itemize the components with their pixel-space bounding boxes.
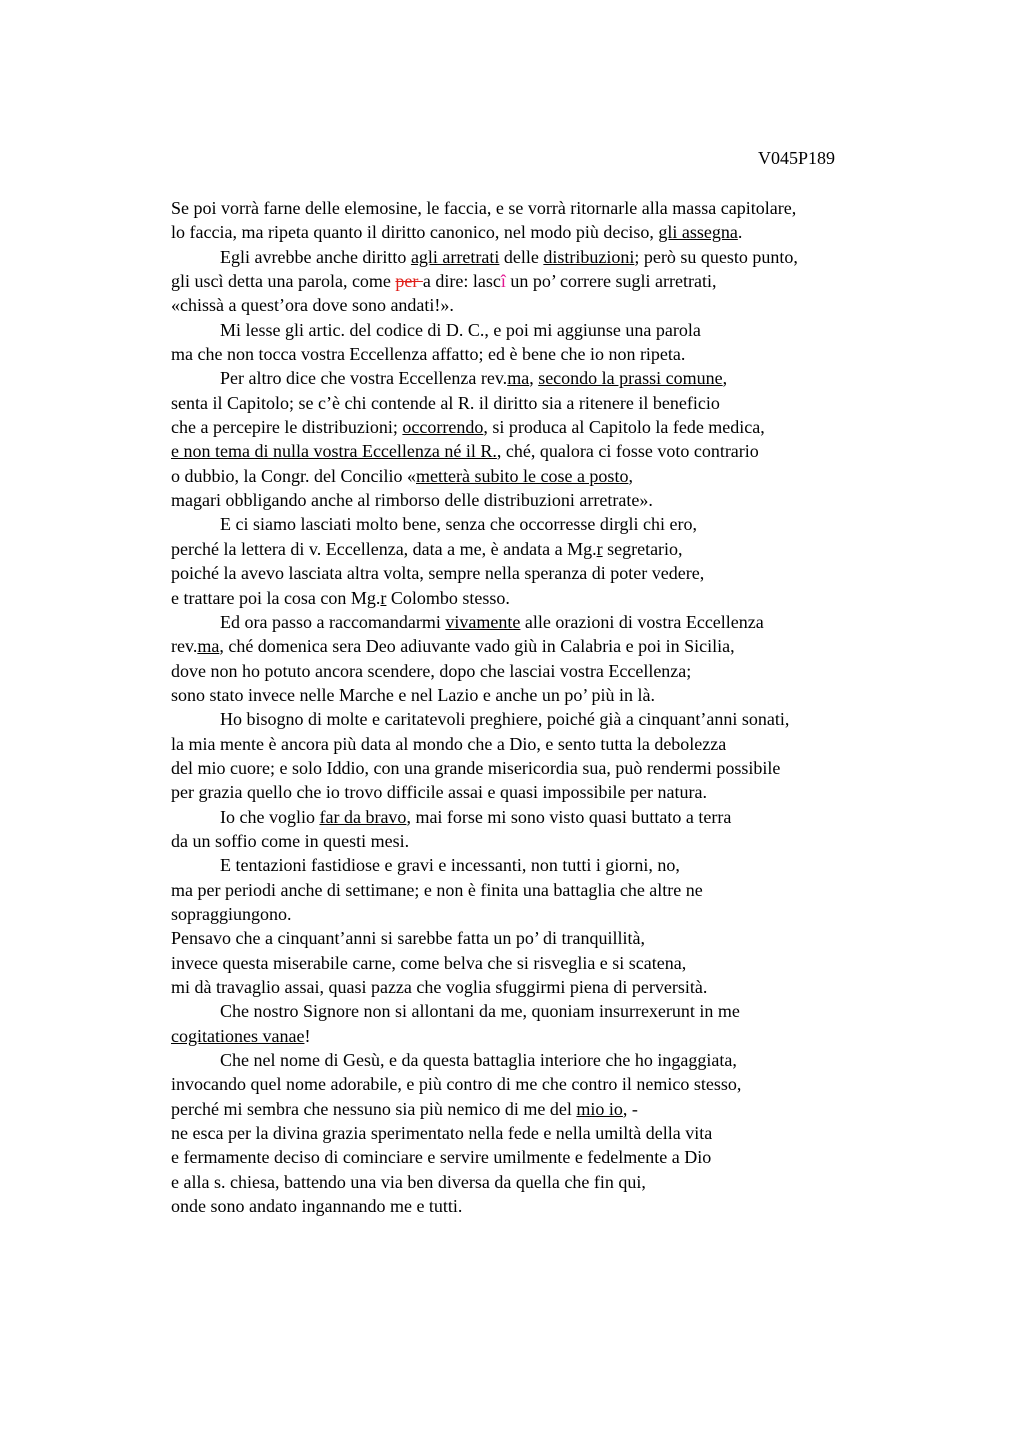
- text-segment: un po’ correre sugli arretrati,: [505, 271, 717, 292]
- text-segment: .: [737, 222, 743, 243]
- text-segment: che a percepire le distribuzioni;: [171, 417, 403, 438]
- text-segment: onde sono andato ingannando me e tutti.: [171, 1196, 463, 1217]
- text-segment: Che nel nome di Gesù, e da questa battaglia interiore che ho ingaggiata,: [220, 1050, 737, 1071]
- text-line: [171, 999, 991, 1023]
- text-segment: ,: [529, 368, 539, 389]
- text-segment: poiché la avevo lasciata altra volta, sempre nella speranza di poter vedere,: [171, 563, 705, 584]
- underlined-text: e non tema di nulla vostra Eccellenza né il R.: [171, 441, 497, 462]
- text-line: [171, 391, 991, 415]
- text-segment: del mio cuore; e solo Iddio, con una grande misericordia sua, può rendermi possibile: [171, 757, 781, 778]
- text-line: [171, 245, 991, 269]
- text-segment: lo faccia, ma ripeta quanto il diritto canonico, nel modo più deciso,: [171, 222, 659, 243]
- text-line: [171, 1121, 991, 1145]
- text-segment: Egli avrebbe anche diritto: [220, 246, 411, 267]
- text-line: [171, 829, 991, 853]
- text-segment: , ché, qualora ci fosse voto contrario: [496, 441, 759, 462]
- text-segment: e trattare poi la cosa con Mg.: [171, 587, 381, 608]
- text-segment: Se poi vorrà farne delle elemosine, le faccia, e se vorrà ritornarle alla massa capitolare,: [171, 198, 797, 218]
- text-segment: segretario,: [602, 538, 683, 559]
- text-line: [171, 853, 991, 877]
- text-line: [171, 951, 991, 975]
- text-line: [171, 537, 991, 561]
- text-segment: sono stato invece nelle Marche e nel Lazio e anche un po’ più in là.: [171, 684, 655, 705]
- text-line: [171, 512, 991, 536]
- text-segment: e fermamente deciso di cominciare e servire umilmente e fedelmente a Dio: [171, 1147, 712, 1168]
- text-segment: la mia mente è ancora più data al mondo che a Dio, e sento tutta la debolezza: [171, 733, 727, 754]
- text-line: [171, 683, 991, 707]
- underlined-text: ma: [507, 368, 530, 389]
- underlined-text: cogitationes vanae: [171, 1025, 305, 1046]
- text-segment: mi dà travaglio assai, quasi pazza che voglia sfuggirmi piena di perversità.: [171, 977, 708, 997]
- letter-body: [171, 196, 991, 1218]
- underlined-text: metterà subito le cose a posto: [416, 465, 629, 486]
- text-line: [171, 586, 991, 610]
- text-line: [171, 659, 991, 683]
- text-segment: ma che non tocca vostra Eccellenza affatto; ed è bene che io non ripeta.: [171, 344, 686, 365]
- text-line: [171, 756, 991, 780]
- underlined-text: secondo la prassi comune: [538, 368, 723, 389]
- underlined-text: ma: [197, 636, 220, 657]
- text-line: [171, 975, 991, 999]
- underlined-text: occorrendo: [402, 417, 484, 438]
- text-segment: e alla s. chiesa, battendo una via ben diversa da quella che fin qui,: [171, 1171, 646, 1192]
- text-segment: Ho bisogno di molte e caritatevoli preghiere, poiché già a cinquant’anni sonati,: [220, 709, 790, 730]
- text-line: [171, 220, 991, 244]
- text-segment: , -: [622, 1098, 638, 1119]
- text-segment: , si produca al Capitolo la fede medica,: [483, 417, 765, 438]
- text-line: [171, 439, 991, 463]
- text-line: [171, 610, 991, 634]
- underlined-text: distribuzioni: [543, 246, 635, 267]
- text-line: [171, 878, 991, 902]
- text-line: [171, 196, 991, 220]
- text-segment: o dubbio, la Congr. del Concilio «: [171, 465, 416, 486]
- text-line: [171, 342, 991, 366]
- text-segment: ma per periodi anche di settimane; e non è finita una battaglia che altre ne: [171, 879, 703, 900]
- text-segment: perché la lettera di v. Eccellenza, data a me, è andata a Mg.: [171, 538, 597, 559]
- text-segment: ,: [628, 465, 633, 486]
- text-segment: Pensavo che a cinquant’anni si sarebbe fatta un po’ di tranquillità,: [171, 928, 646, 949]
- text-segment: Per altro dice che vostra Eccellenza rev.: [220, 368, 508, 389]
- text-segment: magari obbligando anche al rimborso delle distribuzioni arretrate».: [171, 490, 653, 511]
- underlined-text: mio io: [576, 1098, 623, 1119]
- text-segment: Mi lesse gli artic. del codice di D. C., e poi mi aggiunse una parola: [220, 319, 701, 340]
- text-segment: invocando quel nome adorabile, e più contro di me che contro il nemico stesso,: [171, 1074, 742, 1095]
- text-segment: perché mi sembra che nessuno sia più nemico di me del: [171, 1098, 577, 1119]
- underlined-text: far da bravo: [319, 806, 407, 827]
- text-segment: per grazia quello che io trovo difficile assai e quasi impossibile per natura.: [171, 782, 707, 803]
- text-segment: delle: [499, 246, 544, 267]
- text-line: [171, 732, 991, 756]
- underlined-text: gli assegna: [658, 222, 738, 243]
- text-segment: senta il Capitolo; se c’è chi contende al R. il diritto sia a ritenere il beneficio: [171, 392, 720, 413]
- text-segment: da un soffio come in questi mesi.: [171, 830, 410, 851]
- underlined-text: r: [380, 587, 387, 608]
- text-line: [171, 805, 991, 829]
- text-line: [171, 269, 991, 293]
- text-line: [171, 464, 991, 488]
- text-line: [171, 1170, 991, 1194]
- text-line: [171, 318, 991, 342]
- text-segment: ne esca per la divina grazia sperimentato nella fede e nella umiltà della vita: [171, 1123, 713, 1144]
- text-line: [171, 366, 991, 390]
- struck-text: per: [395, 271, 423, 292]
- text-segment: E tentazioni fastidiose e gravi e incessanti, non tutti i giorni, no,: [220, 855, 680, 876]
- text-line: [171, 1024, 991, 1048]
- text-line: [171, 1072, 991, 1096]
- text-segment: invece questa miserabile carne, come belva che si risveglia e si scatena,: [171, 952, 687, 973]
- text-line: [171, 415, 991, 439]
- text-line: [171, 488, 991, 512]
- text-line: [171, 926, 991, 950]
- text-line: [171, 1097, 991, 1121]
- text-segment: dove non ho potuto ancora scendere, dopo che lasciai vostra Eccellenza;: [171, 660, 692, 681]
- text-segment: !: [304, 1025, 311, 1046]
- text-segment: alle orazioni di vostra Eccellenza: [520, 611, 764, 632]
- text-segment: E ci siamo lasciati molto bene, senza che occorresse dirgli chi ero,: [220, 514, 697, 535]
- text-segment: sopraggiungono.: [171, 903, 292, 924]
- text-segment: , ché domenica sera Deo adiuvante vado giù in Calabria e poi in Sicilia,: [219, 636, 735, 657]
- text-segment: «chissà a quest’ora dove sono andati!».: [171, 295, 454, 316]
- text-segment: ; però su questo punto,: [634, 246, 798, 267]
- text-segment: ,: [722, 368, 728, 389]
- text-line: [171, 902, 991, 926]
- text-segment: rev.: [171, 636, 198, 657]
- text-segment: Io che voglio: [220, 806, 320, 827]
- underlined-text: r: [596, 538, 603, 559]
- page-identifier: V045P189: [758, 148, 836, 168]
- text-line: [171, 707, 991, 731]
- text-line: [171, 1145, 991, 1169]
- text-line: [171, 561, 991, 585]
- text-segment: Che nostro Signore non si allontani da me, quoniam insurrexerunt in me: [220, 1001, 740, 1022]
- text-segment: Ed ora passo a raccomandarmi: [220, 611, 446, 632]
- text-segment: a dire: lasc: [422, 271, 501, 292]
- text-line: [171, 293, 991, 317]
- underlined-text: agli arretrati: [410, 246, 500, 267]
- text-line: [171, 1194, 991, 1218]
- text-segment: gli uscì detta una parola, come: [171, 271, 396, 292]
- text-line: [171, 780, 991, 804]
- text-line: [171, 1048, 991, 1072]
- text-line: [171, 634, 991, 658]
- text-segment: Colombo stesso.: [386, 587, 510, 608]
- inserted-text: î: [500, 271, 506, 292]
- underlined-text: vivamente: [445, 611, 521, 632]
- text-segment: , mai forse mi sono visto quasi buttato a terra: [406, 806, 732, 827]
